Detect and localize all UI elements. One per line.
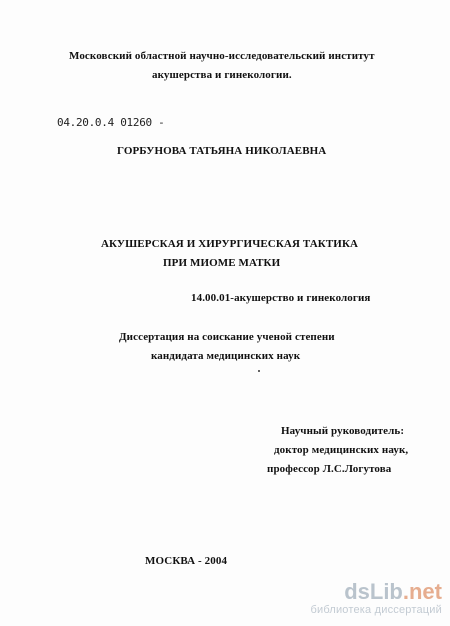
scan-speck <box>258 370 260 372</box>
city-year: МОСКВА - 2004 <box>145 555 228 567</box>
institute-name-line1: Московский областной научно-исследовательский институт <box>69 50 375 62</box>
degree-line1: Диссертация на соискание ученой степени <box>119 331 335 343</box>
thesis-title-line1: АКУШЕРСКАЯ И ХИРУРГИЧЕСКАЯ ТАКТИКА <box>101 238 359 250</box>
watermark-logo <box>310 581 442 603</box>
supervisor-degree: доктор медицинских наук, <box>274 444 409 456</box>
specialty-code: 14.00.01-акушерство и гинекология <box>191 292 371 304</box>
supervisor-label: Научный руководитель: <box>281 425 405 437</box>
degree-line2: кандидата медицинских наук <box>151 350 301 362</box>
watermark <box>310 581 442 616</box>
watermark-logo-part1: dsLib <box>344 579 403 604</box>
supervisor-name: профессор Л.С.Логутова <box>267 463 392 475</box>
registration-stamp: 04.20.0.4 01260 - <box>57 116 165 129</box>
thesis-title-line2: ПРИ МИОМЕ МАТКИ <box>163 257 281 269</box>
watermark-subtitle: библиотека диссертаций <box>310 604 442 616</box>
institute-name-line2: акушерства и гинекологии. <box>152 69 292 81</box>
author-name: ГОРБУНОВА ТАТЬЯНА НИКОЛАЕВНА <box>117 145 327 157</box>
watermark-logo-part2: .net <box>402 579 442 604</box>
